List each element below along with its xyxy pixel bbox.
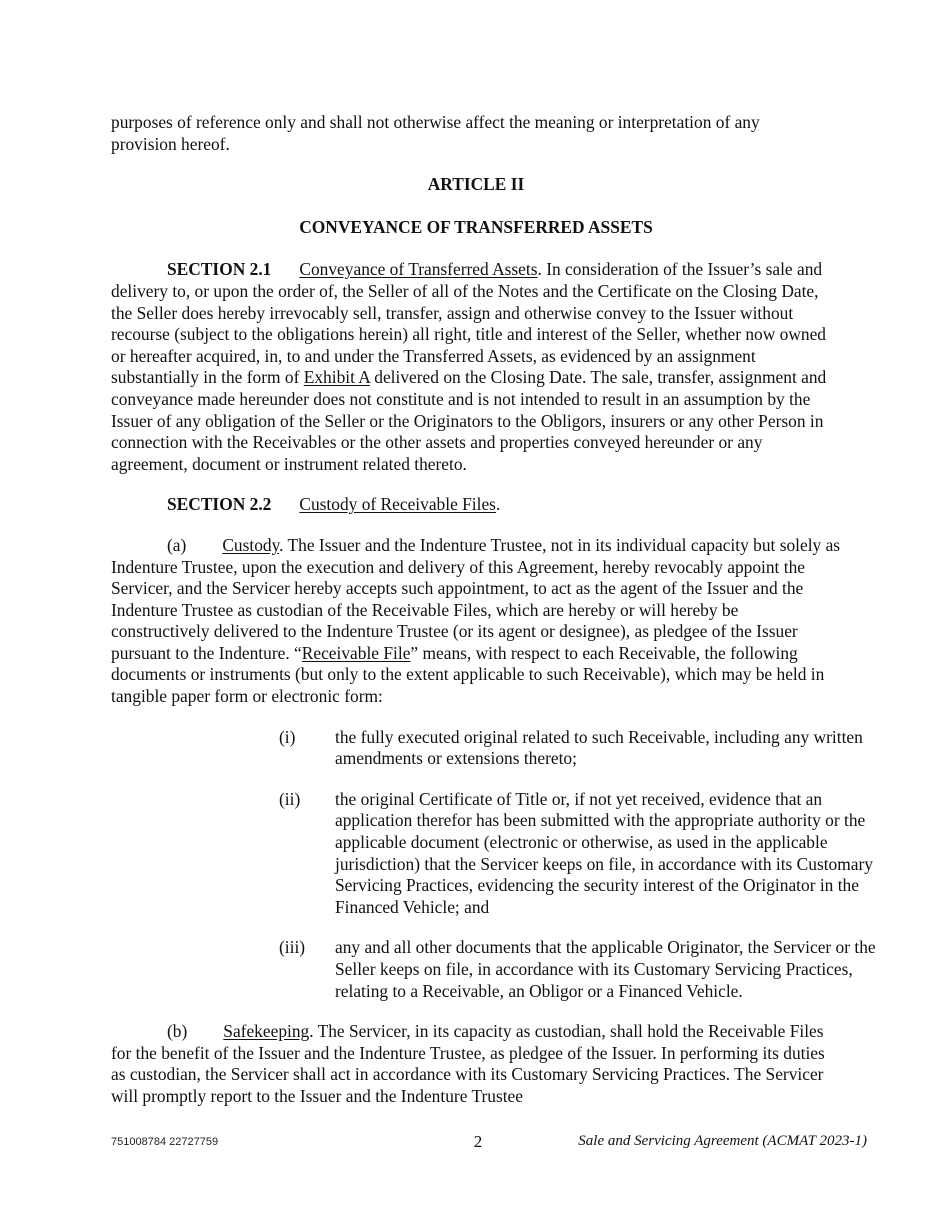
receivable-file-term: Receivable File	[301, 642, 411, 663]
page-footer	[111, 1131, 867, 1151]
paragraph-a-num: (a)	[167, 534, 187, 555]
list-item-num: (i)	[279, 726, 296, 747]
section-2-1-text-a: . In consideration of the Issuer’s sale and delivery to, or upon the order of, the Seller of all of the Notes and the Certificate on the Closing Date, the Seller does hereby irrevocably sell, transfer, assign and otherwise convey to the Issuer without recourse (subject to the obligations herein) all right, title and interest of the Seller, whether now owned or hereafter acquired, in, to and under the Transferred Assets, as evidenced by an assignment substantially in the form of	[111, 259, 827, 388]
section-2-2-heading-end: .	[495, 494, 501, 515]
agreement-title: Sale and Servicing Agreement (ACMAT 2023-1)	[578, 1133, 867, 1149]
paragraph-a	[111, 535, 841, 708]
list-item	[279, 727, 891, 770]
paragraph-b-heading: Safekeeping	[223, 1021, 310, 1042]
list-item	[279, 937, 891, 1002]
exhibit-a-link[interactable]: Exhibit A	[303, 367, 370, 388]
list-item-num: (iii)	[279, 937, 306, 958]
paragraph-b-num: (b)	[167, 1021, 188, 1042]
section-2-1-text-b: delivered on the Closing Date. The sale, transfer, assignment and conveyance made hereunder does not constitute and is not intended to result in an assumption by the Issuer of any obligation of the Seller or the Originators to the Obligors, insurers or any other Person in connection with the Receivables or the other assets and properties conveyed hereunder or any agreement, document or instrument related thereto.	[111, 367, 827, 474]
section-2-1-label: SECTION 2.1	[167, 259, 272, 280]
section-2-2-heading-line	[111, 494, 841, 516]
page-body	[111, 112, 876, 1108]
continued-paragraph: purposes of reference only and shall not otherwise affect the meaning or interpretation of any provision hereof.	[111, 112, 760, 154]
list-item	[279, 789, 891, 919]
list-item-text: the original Certificate of Title or, if not yet received, evidence that an application therefor has been submitted with the appropriate authority or the applicable document (electronic or otherwise, as used in the applicable jurisdiction) that the Servicer keeps on file, in accordance with its Customary Servicing Practices, evidencing the security interest of the Originator in the Financed Vehicle; and	[335, 788, 873, 917]
section-2-2-label: SECTION 2.2	[167, 494, 272, 515]
section-2-1-paragraph	[111, 259, 841, 475]
paragraph-a-text-b: ” means, with respect to each Receivable, the following documents or instruments (but only to the extent applicable to such Receivable), which may be held in tangible paper form or electronic form:	[111, 642, 825, 707]
document-id: 751008784 22727759	[111, 1136, 219, 1148]
article-number: ARTICLE II	[427, 174, 525, 195]
paragraph-a-text-a: . The Issuer and the Indenture Trustee, not in its individual capacity but solely as Indenture Trustee, upon the execution and delivery of this Agreement, hereby revocably appoint the Servicer, and the Servicer hereby accepts such appointment, to act as the agent of the Issuer and the Indenture Trustee as custodian of the Receivable Files, which are hereby or will hereby be constructively delivered to the Indenture Trustee (or its agent or designee), as pledgee of the Issuer pursuant to the Indenture. “	[111, 534, 841, 663]
section-2-1-heading: Conveyance of Transferred Assets	[299, 259, 538, 280]
paragraph-b-text: . The Servicer, in its capacity as custodian, shall hold the Receivable Files for the benefit of the Issuer and the Indenture Trustee, as pledgee of the Issuer. In performing its duties as custodian, the Servicer shall act in accordance with its Customary Servicing Practices. The Servicer will promptly report to the Issuer and the Indenture Trustee	[111, 1021, 825, 1106]
list-item-num: (ii)	[279, 788, 301, 809]
page-number: 2	[473, 1132, 483, 1151]
paragraph-a-heading: Custody	[222, 534, 280, 555]
list-item-text: the fully executed original related to such Receivable, including any written amendments or extensions thereto;	[335, 726, 863, 769]
article-title: CONVEYANCE OF TRANSFERRED ASSETS	[299, 216, 653, 237]
list-item-text: any and all other documents that the applicable Originator, the Servicer or the Seller keeps on file, in accordance with its Customary Servicing Practices, relating to a Receivable, an Obligor or a Financed Vehicle.	[335, 937, 876, 1001]
paragraph-b	[111, 1021, 841, 1107]
section-2-2-heading: Custody of Receivable Files	[299, 494, 496, 515]
